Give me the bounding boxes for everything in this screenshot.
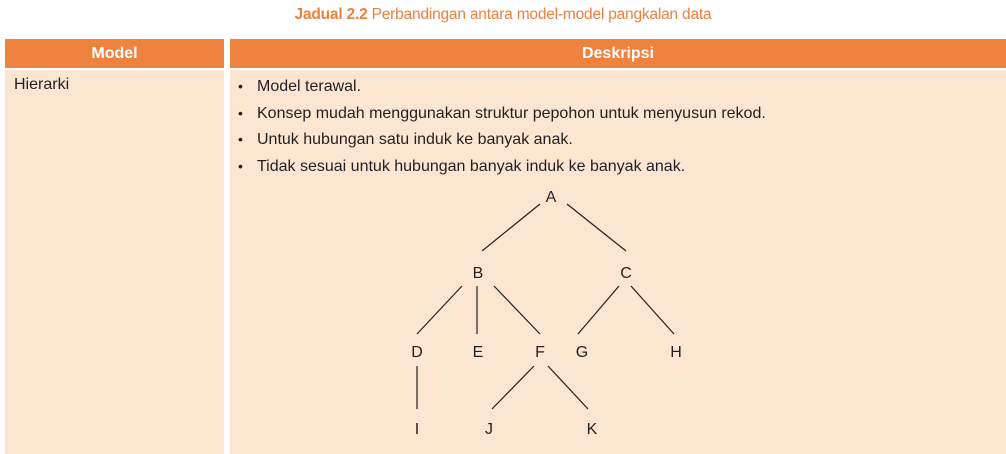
tree-edge-a-c (567, 204, 626, 251)
bullet-text: Untuk hubungan satu induk ke banyak anak. (257, 131, 573, 148)
tree-node-k: K (586, 421, 598, 438)
tree-node-b: B (472, 265, 484, 282)
table-number: Jadual 2.2 (294, 6, 368, 23)
bullet-marker: • (238, 104, 243, 121)
cell-model-hierarki (5, 70, 224, 454)
bullet-marker: • (238, 157, 243, 174)
hierarchy-tree-diagram (230, 70, 1006, 454)
bullet-text: Tidak sesuai untuk hubungan banyak induk ke banyak anak. (257, 157, 686, 175)
bullet-marker: • (238, 131, 243, 147)
bullet-text: Model terawal. (257, 78, 362, 95)
cell-description-hierarki (230, 70, 1006, 454)
header-description: Deskripsi (230, 39, 1006, 68)
tree-node-e: E (472, 344, 484, 361)
bullet-marker: • (238, 78, 243, 94)
table-title: Perbandingan antara model-model pangkalan data (371, 6, 712, 23)
tree-node-i: I (414, 421, 420, 438)
tree-node-f: F (535, 344, 545, 361)
tree-edge-f-j (492, 366, 534, 409)
tree-edge-f-k (548, 366, 588, 409)
tree-node-c: C (620, 265, 632, 282)
tree-edge-b-d (417, 286, 462, 334)
tree-edge-a-b (482, 204, 540, 251)
bullet-text: Konsep mudah menggunakan struktur pepohon untuk menyusun rekod. (257, 104, 766, 122)
tree-node-j: J (485, 421, 493, 438)
model-name: Hierarki (14, 76, 70, 93)
tree-edge-b-f (494, 286, 540, 334)
tree-node-g: G (575, 344, 589, 361)
tree-node-d: D (411, 344, 423, 361)
table-caption (0, 6, 1006, 24)
header-model: Model (5, 39, 224, 68)
tree-edge-c-h (631, 286, 674, 334)
tree-node-h: H (670, 344, 682, 361)
tree-edge-c-g (578, 286, 619, 334)
tree-node-a: A (545, 189, 557, 206)
